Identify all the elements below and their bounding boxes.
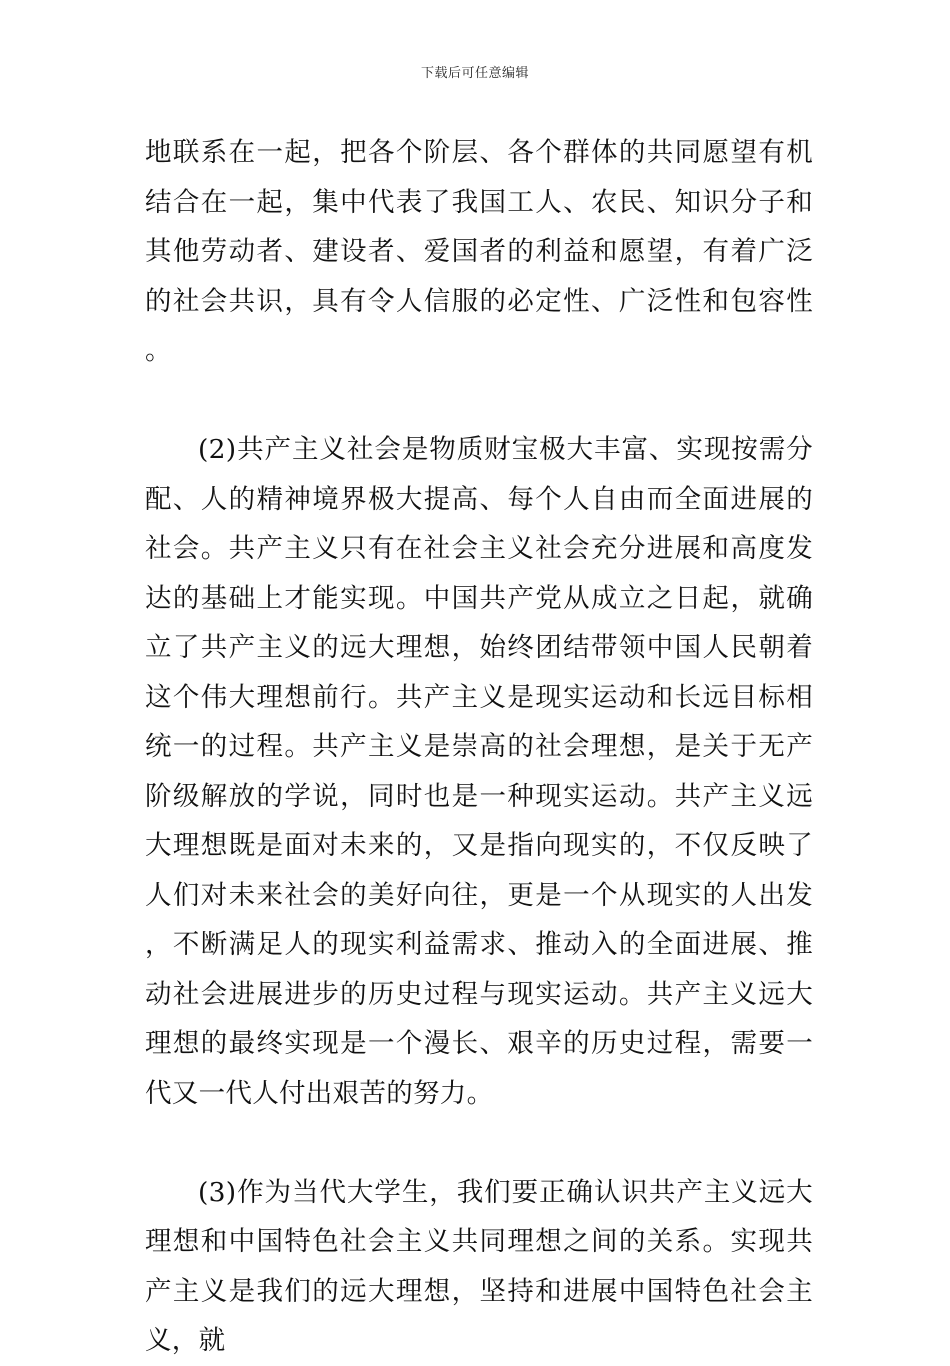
document-body bbox=[145, 128, 813, 1366]
paragraph-2: (2)共产主义社会是物质财宝极大丰富、实现按需分配、人的精神境界极大提高、每个人自由而全面进展的社会。共产主义只有在社会主义社会充分进展和高度发达的基础上才能实现。中国共产党从成立之日起，就确立了共产主义的远大理想，始终团结带领中国人民朝着这个伟大理想前行。共产主义是现实运动和长远目标相统一的过程。共产主义是崇高的社会理想，是关于无产阶级解放的学说，同时也是一种现实运动。共产主义远大理想既是面对未来的，又是指向现实的，不仅反映了人们对未来社会的美好向往，更是一个从现实的人出发，不断满足人的现实利益需求、推动入的全面进展、推动社会进展进步的历史过程与现实运动。共产主义远大理想的最终实现是一个漫长、艰辛的历史过程，需要一代又一代人付出艰苦的努力。 bbox=[145, 434, 813, 1109]
paragraph-1: 地联系在一起，把各个阶层、各个群体的共同愿望有机结合在一起，集中代表了我国工人、农民、知识分子和其他劳动者、建设者、爱国者的利益和愿望，有着广泛的社会共识，具有令人信服的必定性、广泛性和包容性。 bbox=[145, 137, 813, 366]
paragraph-3: (3)作为当代大学生，我们要正确认识共产主义远大理想和中国特色社会主义共同理想之间的关系。实现共产主义是我们的远大理想，坚持和进展中国特色社会主义，就 bbox=[145, 1176, 813, 1356]
page-header: 下载后可任意编辑 bbox=[420, 66, 529, 81]
